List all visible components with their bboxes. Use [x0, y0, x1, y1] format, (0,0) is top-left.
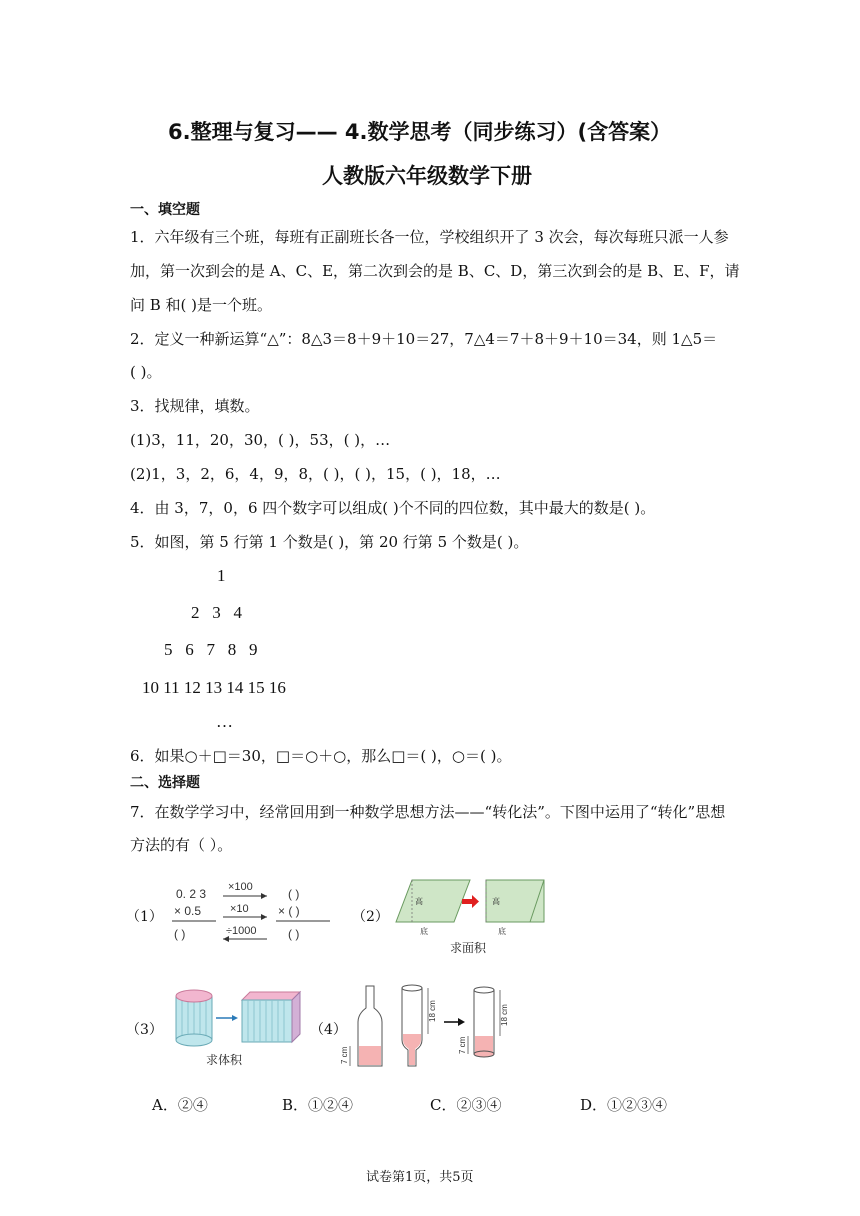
figure-2-caption: 求面积: [450, 941, 487, 955]
figure-1-multiplication: [168, 876, 340, 944]
figure-1-factor-a: 0. 2 3: [176, 887, 207, 901]
question-4: 4．由 3，7，0，6 四个数字可以组成( )个不同的四位数，其中最大的数是( )。: [130, 499, 656, 517]
triangle-row-3: 5 6 7 8 9: [164, 640, 258, 659]
figure-4-label: （4）: [310, 1022, 347, 1038]
question-1-line-2: 加，第一次到会的是 A、C、E，第二次到会的是 B、C、D，第三次到会的是 B、E、F，请: [130, 262, 740, 280]
question-3-line-2: (1)3，11，20，30，( )，53，( )，…: [130, 431, 391, 449]
question-2-line-2: ( )。: [130, 363, 162, 381]
page-footer: 试卷第1页，共5页: [366, 1170, 474, 1185]
triangle-row-4: 10 11 12 13 14 15 16: [142, 678, 286, 697]
figure-3-cylinder: [168, 986, 308, 1072]
figure-1-label: （1）: [126, 909, 163, 925]
page-subtitle: 人教版六年级数学下册: [322, 164, 532, 188]
figure-2-label: （2）: [352, 909, 389, 925]
figure-1-result-1: ( ): [288, 887, 300, 901]
question-6: 6．如果○＋□＝30，□＝○＋○，那么□＝( )，○＝( )。: [130, 747, 512, 765]
figure-2-parallelogram: [390, 876, 550, 958]
figure-1-factor-b: × 0.5: [174, 904, 202, 918]
figure-2-base-2: 底: [498, 927, 506, 936]
figure-1-op-1: ×100: [228, 881, 253, 893]
question-3-line-3: (2)1，3，2，6，4，9，8，( )，( )，15，( )，18，…: [130, 465, 501, 483]
figure-1-op-2: ×10: [230, 903, 249, 915]
figure-1-result-3: ( ): [288, 927, 300, 941]
triangle-row-1: 1: [217, 566, 226, 585]
figure-3-caption: 求体积: [206, 1053, 243, 1067]
figure-2-base-1: 底: [420, 927, 428, 936]
figure-4-height-2: 18 cm: [428, 1000, 437, 1022]
section-multiple-choice: 二、选择题: [130, 775, 200, 791]
option-d[interactable]: D．①②③④: [580, 1096, 668, 1114]
figure-4-height-1: 7 cm: [340, 1046, 349, 1064]
figure-2-height-1: 高: [415, 897, 423, 906]
question-3-line-1: 3．找规律，填数。: [130, 397, 260, 415]
figure-1-op-3: ÷1000: [226, 925, 257, 937]
figure-4-bottles: [338, 982, 510, 1074]
triangle-row-5: …: [216, 712, 233, 731]
figure-3-label: （3）: [126, 1022, 163, 1038]
section-fill-in: 一、填空题: [130, 202, 200, 218]
option-b[interactable]: B．①②④: [282, 1096, 354, 1114]
question-7-line-1: 7．在数学学习中，经常回用到一种数学思想方法——“转化法”。下图中运用了“转化”思想: [130, 803, 726, 821]
figure-4-height-4: 18 cm: [500, 1004, 509, 1026]
question-1-line-3: 问 B 和( )是一个班。: [130, 296, 273, 314]
figure-1-product: ( ): [174, 927, 186, 941]
question-2-line-1: 2．定义一种新运算“△”：8△3＝8＋9＋10＝27，7△4＝7＋8＋9＋10＝34，则 1△5＝: [130, 330, 718, 348]
figure-4-height-3: 7 cm: [458, 1036, 467, 1054]
option-c[interactable]: C．②③④: [430, 1096, 502, 1114]
option-a[interactable]: A．②④: [152, 1096, 208, 1114]
figure-2-height-2: 高: [492, 897, 500, 906]
question-7-line-2: 方法的有（ ）。: [130, 836, 233, 854]
triangle-row-2: 2 3 4: [191, 603, 242, 622]
question-1-line-1: 1．六年级有三个班，每班有正副班长各一位，学校组织开了 3 次会，每次每班只派一人参: [130, 228, 729, 246]
figure-1-result-2: × ( ): [278, 904, 300, 918]
question-5: 5．如图，第 5 行第 1 个数是( )，第 20 行第 5 个数是( )。: [130, 533, 529, 551]
page-title: 6.整理与复习—— 4.数学思考（同步练习）(含答案）: [168, 120, 672, 144]
